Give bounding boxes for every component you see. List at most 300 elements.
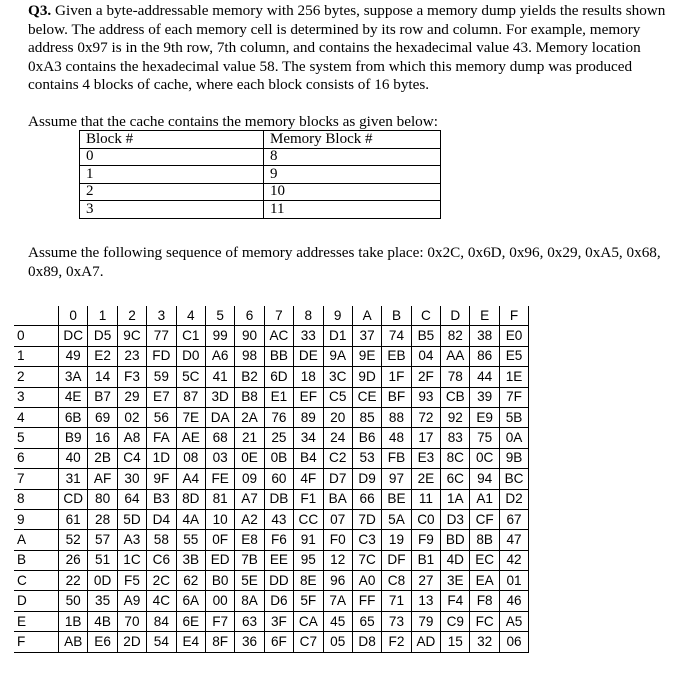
memory-cell: A1 (470, 489, 499, 509)
memory-cell: 0C (470, 448, 499, 468)
memory-cell: EF (294, 387, 323, 407)
memory-cell: 71 (382, 591, 411, 611)
memory-cell: 53 (352, 448, 381, 468)
cache-header-memory-block: Memory Block # (264, 131, 441, 149)
memory-cell: 50 (59, 591, 88, 611)
memory-row-header: 0 (14, 326, 59, 346)
memory-cell: C8 (382, 571, 411, 591)
memory-cell: 83 (441, 428, 470, 448)
memory-cell: 63 (235, 611, 264, 631)
memory-cell: B0 (205, 571, 234, 591)
memory-row-header: 7 (14, 469, 59, 489)
memory-cell: 69 (88, 407, 117, 427)
memory-cell: 3F (264, 611, 293, 631)
memory-cell: 84 (147, 611, 176, 631)
memory-cell: 01 (499, 571, 528, 591)
memory-row-header: 1 (14, 346, 59, 366)
memory-cell: 37 (352, 326, 381, 346)
memory-cell: B1 (411, 550, 440, 570)
memory-cell: BB (264, 346, 293, 366)
memory-cell: DF (382, 550, 411, 570)
memory-cell: C0 (411, 509, 440, 529)
memory-cell: 27 (411, 571, 440, 591)
memory-cell: 17 (411, 428, 440, 448)
memory-cell: FA (147, 428, 176, 448)
memory-cell: 9D (352, 367, 381, 387)
memory-cell: A2 (235, 509, 264, 529)
cache-row (80, 201, 441, 219)
memory-cell: 77 (147, 326, 176, 346)
memory-column-header: 1 (88, 306, 117, 326)
memory-cell: 90 (235, 326, 264, 346)
memory-cell: 64 (117, 489, 146, 509)
memory-cell: 72 (411, 407, 440, 427)
memory-cell: 57 (88, 530, 117, 550)
question-text: Given a byte-addressable memory with 256 bytes, suppose a memory dump yields the results shown below. The address of each memory cell is determined by its row and column. For example, memory address 0x97 is in the 9th row, 7th column, and contains the hexadecimal value 43. Memory location 0xA3 contains the hexadecimal value 58. The system from which this memory dump was produced contains 4 blocks of cache, where each block consists of 16 bytes. (28, 2, 666, 94)
memory-cell: A4 (176, 469, 205, 489)
memory-cell: F1 (294, 489, 323, 509)
memory-cell: 2B (88, 448, 117, 468)
memory-cell: E3 (411, 448, 440, 468)
memory-cell: 1A (441, 489, 470, 509)
cache-row (80, 166, 441, 184)
memory-cell: FF (352, 591, 381, 611)
memory-cell: 3B (176, 550, 205, 570)
memory-cell: CC (294, 509, 323, 529)
memory-cell: F4 (441, 591, 470, 611)
memory-row-header: 9 (14, 509, 59, 529)
memory-cell: A6 (205, 346, 234, 366)
memory-cell: EA (470, 571, 499, 591)
memory-cell: BF (382, 387, 411, 407)
memory-dump-table (14, 306, 529, 653)
memory-cell: AF (88, 469, 117, 489)
cache-header-block: Block # (80, 131, 264, 149)
memory-cell: E7 (147, 387, 176, 407)
memory-column-header: 2 (117, 306, 146, 326)
memory-cell: 61 (59, 509, 88, 529)
memory-cell: F3 (117, 367, 146, 387)
memory-cell: 70 (117, 611, 146, 631)
memory-cell: AD (411, 632, 440, 652)
memory-cell: 35 (88, 591, 117, 611)
memory-row-header: B (14, 550, 59, 570)
memory-column-header: 3 (147, 306, 176, 326)
memory-cell: 99 (205, 326, 234, 346)
memory-cell: 4F (294, 469, 323, 489)
memory-cell: 45 (323, 611, 352, 631)
memory-cell: 33 (294, 326, 323, 346)
memory-cell: DC (59, 326, 88, 346)
memory-cell: 3A (59, 367, 88, 387)
memory-cell: 7C (352, 550, 381, 570)
memory-cell: 8D (176, 489, 205, 509)
cache-intro-text: Assume that the cache contains the memory blocks as given below: (28, 113, 438, 130)
memory-cell: 43 (264, 509, 293, 529)
memory-cell: 09 (235, 469, 264, 489)
memory-cell: A0 (352, 571, 381, 591)
memory-cell: 87 (176, 387, 205, 407)
memory-cell: 78 (441, 367, 470, 387)
memory-cell: EC (470, 550, 499, 570)
memory-cell: 60 (264, 469, 293, 489)
memory-cell: DE (294, 346, 323, 366)
memory-cell: 5B (499, 407, 528, 427)
memory-cell: 54 (147, 632, 176, 652)
memory-cell: EE (264, 550, 293, 570)
memory-cell: 20 (323, 407, 352, 427)
memory-cell: C5 (323, 387, 352, 407)
memory-cell: 58 (147, 530, 176, 550)
memory-cell: C1 (176, 326, 205, 346)
memory-cell: 44 (470, 367, 499, 387)
memory-cell: 8B (470, 530, 499, 550)
memory-corner-cell (14, 306, 59, 326)
memory-row (14, 469, 529, 489)
memory-cell: 14 (88, 367, 117, 387)
memory-cell: 41 (205, 367, 234, 387)
memory-cell: 5D (117, 509, 146, 529)
cache-block-number: 3 (80, 201, 264, 219)
memory-row (14, 387, 529, 407)
memory-cell: 67 (499, 509, 528, 529)
memory-cell: 86 (470, 346, 499, 366)
memory-cell: A3 (117, 530, 146, 550)
memory-cell: B4 (294, 448, 323, 468)
memory-column-header: 6 (235, 306, 264, 326)
memory-cell: 94 (470, 469, 499, 489)
memory-row (14, 591, 529, 611)
memory-cell: 98 (235, 346, 264, 366)
memory-cell: B3 (147, 489, 176, 509)
cache-row (80, 148, 441, 166)
memory-cell: 1C (117, 550, 146, 570)
memory-row-header: F (14, 632, 59, 652)
memory-cell: 12 (323, 550, 352, 570)
memory-row-header: 3 (14, 387, 59, 407)
memory-cell: D6 (264, 591, 293, 611)
memory-cell: 6A (176, 591, 205, 611)
memory-cell: D8 (352, 632, 381, 652)
memory-cell: 02 (117, 407, 146, 427)
memory-cell: F8 (470, 591, 499, 611)
memory-row (14, 448, 529, 468)
memory-cell: D5 (88, 326, 117, 346)
memory-cell: 47 (499, 530, 528, 550)
memory-cell: 08 (176, 448, 205, 468)
memory-cell: 93 (411, 387, 440, 407)
memory-cell: AB (59, 632, 88, 652)
memory-cell: 66 (352, 489, 381, 509)
address-sequence-text: Assume the following sequence of memory addresses take place: 0x2C, 0x6D, 0x96, 0x29, 0xA5, 0x68, 0x89, 0xA7. (28, 244, 661, 280)
memory-cell: 0F (205, 530, 234, 550)
memory-row-header: 8 (14, 489, 59, 509)
memory-column-header: B (382, 306, 411, 326)
memory-cell: 55 (176, 530, 205, 550)
memory-cell: C6 (147, 550, 176, 570)
memory-cell: 7A (323, 591, 352, 611)
memory-cell: D1 (323, 326, 352, 346)
memory-cell: CD (59, 489, 88, 509)
memory-cell: B8 (235, 387, 264, 407)
memory-cell: 2E (411, 469, 440, 489)
memory-cell: 3E (441, 571, 470, 591)
memory-cell: DD (264, 571, 293, 591)
memory-column-header: C (411, 306, 440, 326)
memory-cell: FC (470, 611, 499, 631)
memory-row (14, 346, 529, 366)
memory-cell: 1E (499, 367, 528, 387)
memory-cell: 40 (59, 448, 88, 468)
memory-cell: FE (205, 469, 234, 489)
memory-cell: 73 (382, 611, 411, 631)
memory-cell: C2 (323, 448, 352, 468)
memory-cell: 7D (352, 509, 381, 529)
memory-cell: F5 (117, 571, 146, 591)
memory-cell: 21 (235, 428, 264, 448)
memory-cell: 65 (352, 611, 381, 631)
memory-cell: 4C (147, 591, 176, 611)
memory-cell: 8C (441, 448, 470, 468)
memory-cell: CA (294, 611, 323, 631)
memory-cell: 3D (205, 387, 234, 407)
memory-column-header: A (352, 306, 381, 326)
memory-cell: 13 (411, 591, 440, 611)
memory-cell: 25 (264, 428, 293, 448)
memory-cell: FD (147, 346, 176, 366)
memory-cell: B5 (411, 326, 440, 346)
memory-cell: 48 (382, 428, 411, 448)
memory-cell: D2 (499, 489, 528, 509)
memory-cell: 00 (205, 591, 234, 611)
memory-cell: 59 (147, 367, 176, 387)
memory-row (14, 326, 529, 346)
memory-cell: D0 (176, 346, 205, 366)
memory-cell: 92 (441, 407, 470, 427)
memory-column-header: 5 (205, 306, 234, 326)
memory-column-header: 4 (176, 306, 205, 326)
cache-memory-block-number: 10 (264, 183, 441, 201)
memory-cell: 31 (59, 469, 88, 489)
cache-block-number: 1 (80, 166, 264, 184)
memory-cell: 05 (323, 632, 352, 652)
cache-table (79, 130, 441, 219)
memory-column-header: F (499, 306, 528, 326)
cache-memory-block-number: 9 (264, 166, 441, 184)
memory-cell: 23 (117, 346, 146, 366)
memory-cell: DB (264, 489, 293, 509)
memory-cell: 0B (264, 448, 293, 468)
memory-cell: E1 (264, 387, 293, 407)
memory-cell: 82 (441, 326, 470, 346)
memory-row-header: 4 (14, 407, 59, 427)
memory-row (14, 428, 529, 448)
memory-cell: E6 (88, 632, 117, 652)
memory-cell: 6F (264, 632, 293, 652)
memory-cell: 15 (441, 632, 470, 652)
memory-cell: 62 (176, 571, 205, 591)
cache-block-number: 2 (80, 183, 264, 201)
memory-row (14, 489, 529, 509)
memory-cell: 95 (294, 550, 323, 570)
memory-cell: BE (382, 489, 411, 509)
memory-cell: 2D (117, 632, 146, 652)
memory-cell: 28 (88, 509, 117, 529)
memory-cell: 74 (382, 326, 411, 346)
memory-row (14, 550, 529, 570)
memory-cell: 5A (382, 509, 411, 529)
memory-cell: 81 (205, 489, 234, 509)
memory-cell: D7 (323, 469, 352, 489)
question-number: Q3. (28, 2, 52, 19)
memory-cell: 68 (205, 428, 234, 448)
memory-cell: 18 (294, 367, 323, 387)
memory-cell: 26 (59, 550, 88, 570)
cache-header-row (80, 131, 441, 149)
memory-cell: 4B (88, 611, 117, 631)
memory-cell: E8 (235, 530, 264, 550)
memory-cell: DA (205, 407, 234, 427)
memory-cell: 97 (382, 469, 411, 489)
memory-cell: F6 (264, 530, 293, 550)
memory-row (14, 530, 529, 550)
memory-cell: C7 (294, 632, 323, 652)
memory-cell: 4E (59, 387, 88, 407)
memory-cell: 2A (235, 407, 264, 427)
memory-cell: 8F (205, 632, 234, 652)
memory-cell: 4A (176, 509, 205, 529)
memory-row-header: C (14, 571, 59, 591)
memory-cell: 9B (499, 448, 528, 468)
memory-cell: 1F (382, 367, 411, 387)
memory-cell: ED (205, 550, 234, 570)
memory-cell: A5 (499, 611, 528, 631)
memory-cell: E2 (88, 346, 117, 366)
memory-cell: 04 (411, 346, 440, 366)
memory-cell: AE (176, 428, 205, 448)
memory-row (14, 407, 529, 427)
memory-cell: 7B (235, 550, 264, 570)
memory-cell: C3 (352, 530, 381, 550)
memory-column-header: 9 (323, 306, 352, 326)
memory-cell: 11 (411, 489, 440, 509)
memory-cell: 91 (294, 530, 323, 550)
memory-cell: 42 (499, 550, 528, 570)
memory-cell: 46 (499, 591, 528, 611)
memory-cell: 4D (441, 550, 470, 570)
memory-column-header: 7 (264, 306, 293, 326)
memory-cell: 39 (470, 387, 499, 407)
memory-cell: 16 (88, 428, 117, 448)
memory-cell: 3C (323, 367, 352, 387)
memory-cell: 29 (117, 387, 146, 407)
memory-cell: E4 (176, 632, 205, 652)
memory-row-header: 6 (14, 448, 59, 468)
memory-cell: F2 (382, 632, 411, 652)
memory-cell: 9C (117, 326, 146, 346)
memory-cell: 80 (88, 489, 117, 509)
memory-cell: 9F (147, 469, 176, 489)
memory-cell: C4 (117, 448, 146, 468)
memory-cell: 2C (147, 571, 176, 591)
cache-row (80, 183, 441, 201)
memory-cell: B2 (235, 367, 264, 387)
memory-cell: E5 (499, 346, 528, 366)
memory-cell: 10 (205, 509, 234, 529)
memory-cell: 7E (176, 407, 205, 427)
memory-cell: 0E (235, 448, 264, 468)
memory-cell: F9 (411, 530, 440, 550)
cache-block-number: 0 (80, 148, 264, 166)
memory-cell: 6B (59, 407, 88, 427)
memory-cell: 88 (382, 407, 411, 427)
memory-cell: E9 (470, 407, 499, 427)
memory-cell: 51 (88, 550, 117, 570)
memory-cell: 6D (264, 367, 293, 387)
memory-row-header: E (14, 611, 59, 631)
memory-row-header: 5 (14, 428, 59, 448)
memory-cell: 34 (294, 428, 323, 448)
memory-column-header: 0 (59, 306, 88, 326)
memory-cell: 0D (88, 571, 117, 591)
memory-cell: AC (264, 326, 293, 346)
memory-cell: 38 (470, 326, 499, 346)
memory-cell: 22 (59, 571, 88, 591)
memory-cell: BD (441, 530, 470, 550)
memory-row-header: A (14, 530, 59, 550)
memory-cell: F7 (205, 611, 234, 631)
memory-cell: B6 (352, 428, 381, 448)
memory-cell: EB (382, 346, 411, 366)
memory-row (14, 632, 529, 652)
memory-cell: CB (441, 387, 470, 407)
memory-cell: 7F (499, 387, 528, 407)
memory-cell: 8E (294, 571, 323, 591)
memory-cell: FB (382, 448, 411, 468)
memory-cell: 5E (235, 571, 264, 591)
memory-cell: 2F (411, 367, 440, 387)
memory-cell: 32 (470, 632, 499, 652)
memory-row (14, 509, 529, 529)
memory-column-header: E (470, 306, 499, 326)
memory-cell: D3 (441, 509, 470, 529)
memory-cell: 5C (176, 367, 205, 387)
memory-cell: E0 (499, 326, 528, 346)
memory-row (14, 367, 529, 387)
memory-cell: 1D (147, 448, 176, 468)
memory-cell: 1B (59, 611, 88, 631)
memory-cell: A8 (117, 428, 146, 448)
memory-cell: 36 (235, 632, 264, 652)
memory-cell: AA (441, 346, 470, 366)
memory-column-header: 8 (294, 306, 323, 326)
cache-memory-block-number: 8 (264, 148, 441, 166)
memory-cell: F0 (323, 530, 352, 550)
memory-cell: 56 (147, 407, 176, 427)
memory-cell: 30 (117, 469, 146, 489)
memory-cell: 8A (235, 591, 264, 611)
memory-cell: A7 (235, 489, 264, 509)
memory-row (14, 571, 529, 591)
memory-row-header: D (14, 591, 59, 611)
memory-cell: BC (499, 469, 528, 489)
memory-cell: 6E (176, 611, 205, 631)
memory-cell: 19 (382, 530, 411, 550)
memory-cell: C9 (441, 611, 470, 631)
memory-cell: 6C (441, 469, 470, 489)
cache-memory-block-number: 11 (264, 201, 441, 219)
memory-cell: 07 (323, 509, 352, 529)
